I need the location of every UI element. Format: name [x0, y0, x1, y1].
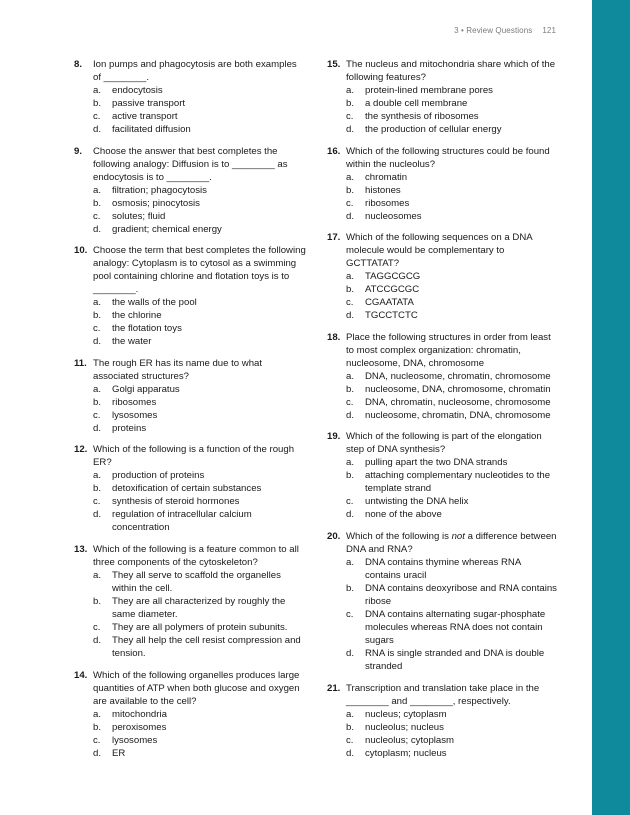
option-text: protein-lined membrane pores [365, 85, 493, 96]
option-text: nucleosome, DNA, chromosome, chromatin [365, 383, 551, 395]
option-text: the synthesis of ribosomes [365, 111, 479, 122]
option-letter: b. [346, 98, 355, 109]
option-letter: c. [93, 210, 101, 222]
option-text: regulation of intracellular calcium concentration [112, 509, 252, 534]
answer-option [327, 721, 559, 734]
question-text: The rough ER has its name due to what associated structures? [93, 357, 263, 382]
question-text: Place the following structures in order from least to most complex organization: chromatin, nucleosome, DNA, chromosome [346, 331, 551, 369]
option-letter: c. [346, 197, 354, 209]
option-letter: a. [93, 470, 102, 482]
option-text: DNA, chromatin, nucleosome, chromosome [365, 396, 551, 408]
option-letter: a. [346, 708, 355, 720]
option-text: chromatin [365, 171, 408, 183]
right-column [327, 58, 559, 768]
answer-option [74, 621, 306, 634]
option-text: endocytosis [112, 85, 163, 96]
option-text: ATCCGCGC [365, 284, 420, 296]
option-text: lysosomes [112, 409, 158, 421]
option-text: DNA contains thymine whereas RNA contains uracil [365, 556, 521, 581]
option-text: none of the above [365, 509, 442, 521]
option-letter: a. [346, 457, 355, 469]
answer-option [327, 210, 559, 223]
answer-option [74, 110, 306, 123]
option-letter: d. [93, 422, 102, 434]
question-item [327, 530, 559, 673]
answer-option [327, 734, 559, 747]
option-text: nucleolus; cytoplasm [365, 734, 455, 746]
option-letter: a. [346, 556, 355, 568]
question-text: Choose the term that best completes the following analogy: Cytoplasm is to cytosol as a swimming pool containing chlorine and flotation toys is to ________. [93, 245, 306, 296]
question-item [74, 145, 306, 236]
option-letter: d. [346, 310, 355, 322]
answer-option [327, 708, 559, 721]
option-letter: a. [93, 297, 102, 309]
option-text: proteins [112, 422, 147, 434]
answer-option [327, 309, 559, 322]
option-text: TGCCTCTC [365, 310, 418, 322]
option-text: RNA is single stranded and DNA is double stranded [365, 647, 545, 672]
option-text: They are all polymers of protein subunits. [112, 621, 288, 633]
question-stem [74, 58, 306, 84]
question-item [327, 331, 559, 422]
answer-option [74, 595, 306, 621]
answer-option [74, 495, 306, 508]
answer-option [327, 456, 559, 469]
option-letter: a. [346, 171, 355, 183]
option-text: nucleosome, chromatin, DNA, chromosome [365, 409, 551, 421]
answer-option [327, 383, 559, 396]
question-text [346, 530, 559, 556]
option-text: ribosomes [112, 396, 157, 408]
answer-option [74, 409, 306, 422]
option-text: lysosomes [112, 734, 158, 746]
question-stem [327, 231, 559, 270]
question-stem [74, 669, 306, 708]
option-letter: c. [93, 496, 101, 508]
option-letter: b. [93, 396, 102, 408]
option-letter: c. [346, 608, 354, 620]
option-letter: d. [93, 634, 102, 646]
option-text: ER [112, 747, 126, 759]
question-stem [327, 682, 559, 708]
option-letter: c. [346, 396, 354, 408]
answer-option [327, 184, 559, 197]
answer-option [74, 708, 306, 721]
question-item [74, 669, 306, 760]
question-stem [327, 331, 559, 370]
answer-option [327, 508, 559, 521]
option-text: solutes; fluid [112, 210, 166, 222]
question-item [327, 231, 559, 322]
option-letter: a. [93, 184, 102, 196]
option-text: ribosomes [365, 197, 410, 209]
question-item [74, 543, 306, 660]
option-letter: b. [93, 721, 102, 733]
answer-option [327, 171, 559, 184]
question-number: 15. [327, 59, 341, 70]
question-item [327, 58, 559, 136]
question-stem [327, 58, 559, 84]
answer-option [327, 110, 559, 123]
question-number: 10. [74, 245, 88, 257]
question-text-part: Which of the following is [346, 530, 452, 542]
option-letter: b. [93, 197, 102, 209]
option-text: DNA, nucleosome, chromatin, chromosome [365, 370, 551, 382]
option-letter: c. [93, 409, 101, 421]
question-number: 11. [74, 357, 87, 369]
page-number: 121 [542, 26, 556, 35]
option-text: synthesis of steroid hormones [112, 496, 240, 508]
answer-option [74, 482, 306, 495]
answer-option [74, 123, 306, 136]
option-letter: a. [93, 85, 102, 96]
left-column [74, 58, 306, 768]
answer-option [327, 556, 559, 582]
question-item [74, 58, 306, 136]
question-text: Which of the following is a function of the rough ER? [93, 444, 295, 469]
option-text: peroxisomes [112, 721, 167, 733]
option-letter: b. [346, 721, 355, 733]
option-text: osmosis; pinocytosis [112, 197, 200, 209]
option-text: Golgi apparatus [112, 383, 180, 395]
option-text: the chlorine [112, 310, 162, 322]
answer-option [74, 634, 306, 660]
answer-option [74, 383, 306, 396]
option-text: the water [112, 336, 152, 348]
question-stem [74, 443, 306, 469]
option-text: histones [365, 184, 401, 196]
question-text: Choose the answer that best completes the following analogy: Diffusion is to ________ as endocytosis is to ________. [93, 145, 288, 183]
option-text: the walls of the pool [112, 297, 197, 309]
option-letter: d. [93, 223, 102, 235]
option-letter: d. [346, 747, 355, 759]
question-item [327, 682, 559, 760]
question-stem [74, 543, 306, 569]
question-number: 18. [327, 331, 341, 343]
option-letter: b. [93, 595, 102, 607]
answer-option [74, 335, 306, 348]
question-stem [74, 145, 306, 184]
answer-option [74, 322, 306, 335]
option-text: They all serve to scaffold the organelles within the cell. [112, 569, 281, 594]
running-title: 3 • Review Questions [454, 26, 533, 35]
question-text: Transcription and translation take place in the ________ and ________, respectively. [346, 682, 540, 707]
option-letter: c. [346, 297, 354, 309]
answer-option [74, 396, 306, 409]
answer-option [74, 422, 306, 435]
question-text: Which of the following organelles produces large quantities of ATP when both glucose and oxygen are available to the cell? [93, 669, 300, 707]
answer-option [74, 734, 306, 747]
option-letter: c. [93, 621, 101, 633]
question-number: 13. [74, 543, 88, 555]
option-letter: a. [93, 383, 102, 395]
answer-option [327, 747, 559, 760]
question-item [327, 145, 559, 223]
question-text-emphasis: not [451, 530, 465, 542]
question-stem [74, 244, 306, 296]
question-text: Which of the following is a feature common to all three components of the cytoskeleton? [93, 543, 299, 568]
option-letter: c. [346, 111, 354, 122]
answer-option [74, 309, 306, 322]
answer-option [327, 97, 559, 110]
question-number: 16. [327, 145, 341, 157]
option-text: untwisting the DNA helix [365, 496, 469, 508]
answer-option [327, 197, 559, 210]
question-item [327, 430, 559, 521]
option-letter: b. [346, 184, 355, 196]
option-text: nucleus; cytoplasm [365, 708, 447, 720]
option-letter: b. [93, 98, 102, 109]
answer-option [327, 370, 559, 383]
option-text: filtration; phagocytosis [112, 184, 207, 196]
option-text: facilitated diffusion [112, 124, 191, 135]
answer-option [327, 582, 559, 608]
question-item [74, 357, 306, 435]
answer-option [74, 84, 306, 97]
option-letter: c. [93, 111, 101, 122]
option-letter: d. [346, 124, 355, 135]
option-text: TAGGCGCG [365, 271, 421, 283]
option-text: DNA contains deoxyribose and RNA contains ribose [365, 582, 557, 607]
option-letter: a. [346, 85, 355, 96]
option-letter: c. [346, 734, 354, 746]
option-text: the production of cellular energy [365, 124, 502, 135]
answer-option [327, 396, 559, 409]
answer-option [327, 608, 559, 647]
answer-option [327, 270, 559, 283]
option-text: mitochondria [112, 708, 167, 720]
question-number: 14. [74, 669, 88, 681]
question-text: Which of the following sequences on a DNA molecule would be complementary to GCTTATAT? [346, 232, 533, 270]
option-text: They all help the cell resist compression and tension. [112, 634, 301, 659]
option-text: pulling apart the two DNA strands [365, 457, 508, 469]
option-text: attaching complementary nucleotides to the template strand [365, 470, 551, 495]
option-letter: c. [93, 734, 101, 746]
answer-option [74, 210, 306, 223]
option-text: active transport [112, 111, 178, 122]
answer-option [327, 409, 559, 422]
answer-option [74, 747, 306, 760]
question-item [74, 443, 306, 534]
question-text-part: a difference between DNA and RNA? [346, 530, 557, 555]
option-letter: b. [346, 284, 355, 296]
answer-option [74, 197, 306, 210]
option-letter: d. [346, 409, 355, 421]
option-letter: a. [346, 370, 355, 382]
answer-option [327, 469, 559, 495]
option-letter: a. [93, 569, 102, 581]
option-letter: b. [346, 470, 355, 482]
option-text: nucleosomes [365, 210, 422, 222]
option-letter: c. [93, 323, 101, 335]
question-number: 19. [327, 431, 341, 443]
answer-option [74, 508, 306, 534]
option-text: nucleolus; nucleus [365, 721, 444, 733]
option-letter: b. [93, 483, 102, 495]
question-number: 21. [327, 682, 341, 694]
question-number: 20. [327, 530, 341, 542]
answer-option [327, 296, 559, 309]
option-text: detoxification of certain substances [112, 483, 262, 495]
answer-option [74, 223, 306, 236]
answer-option [327, 84, 559, 97]
answer-option [74, 97, 306, 110]
option-letter: d. [93, 747, 102, 759]
option-letter: d. [346, 509, 355, 521]
answer-option [74, 296, 306, 309]
option-letter: d. [346, 647, 355, 659]
option-letter: b. [346, 582, 355, 594]
answer-option [74, 569, 306, 595]
answer-option [74, 721, 306, 734]
question-text: Ion pumps and phagocytosis are both examples of ________. [93, 59, 297, 83]
question-number: 8. [74, 59, 83, 70]
question-number: 12. [74, 444, 88, 456]
option-letter: a. [93, 708, 102, 720]
option-text: the flotation toys [112, 323, 182, 335]
option-letter: d. [346, 210, 355, 222]
question-number: 9. [74, 145, 83, 157]
question-stem [74, 357, 306, 383]
question-stem [327, 430, 559, 456]
question-text: Which of the following structures could be found within the nucleolus? [346, 145, 550, 170]
answer-option [74, 469, 306, 482]
answer-option [327, 283, 559, 296]
question-item [74, 244, 306, 348]
option-text: They are all characterized by roughly the same diameter. [112, 595, 286, 620]
option-letter: d. [93, 124, 102, 135]
question-text: The nucleus and mitochondria share which of the following features? [346, 59, 556, 83]
question-stem [327, 530, 559, 556]
option-text: a double cell membrane [365, 98, 468, 109]
option-text: cytoplasm; nucleus [365, 747, 447, 759]
option-letter: a. [346, 271, 355, 283]
option-text: CGAATATA [365, 297, 414, 309]
answer-option [327, 495, 559, 508]
option-letter: c. [346, 496, 354, 508]
option-letter: d. [93, 509, 102, 521]
answer-option [74, 184, 306, 197]
option-letter: b. [346, 383, 355, 395]
option-letter: b. [93, 310, 102, 322]
chapter-color-bar [592, 0, 630, 815]
option-text: gradient; chemical energy [112, 223, 222, 235]
question-stem [327, 145, 559, 171]
answer-option [327, 123, 559, 136]
question-text: Which of the following is part of the elongation step of DNA synthesis? [346, 431, 542, 456]
answer-option [327, 647, 559, 673]
option-text: production of proteins [112, 470, 205, 482]
option-text: DNA contains alternating sugar-phosphate molecules whereas RNA does not contain sugars [365, 608, 546, 646]
option-text: passive transport [112, 98, 186, 109]
question-number: 17. [327, 232, 341, 244]
option-letter: d. [93, 336, 102, 348]
running-header [0, 26, 556, 35]
